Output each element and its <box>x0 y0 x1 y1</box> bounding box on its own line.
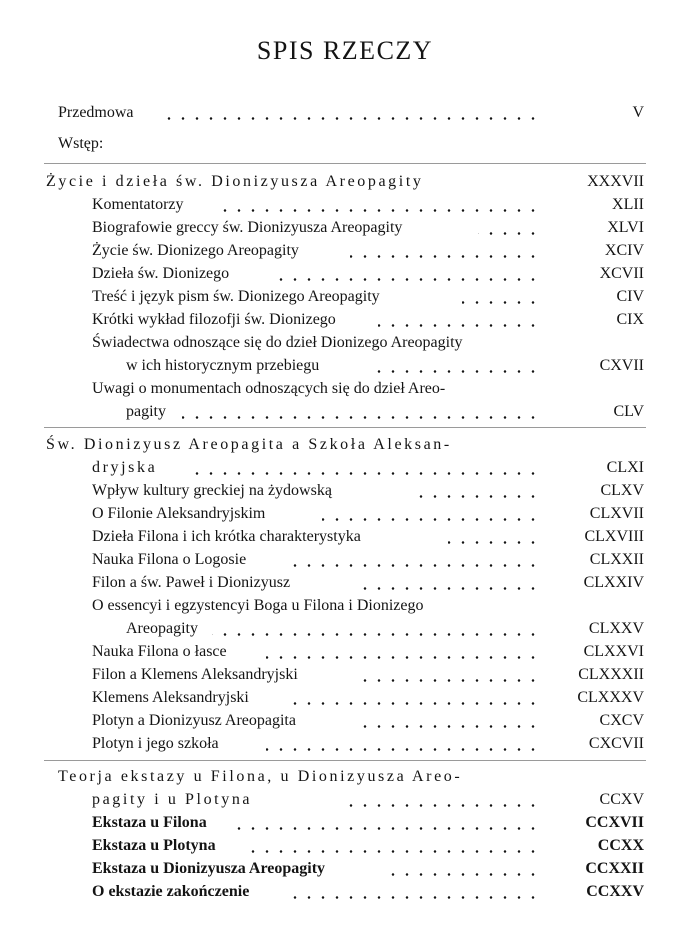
toc-entry-label: Nauka Filona o łasce <box>92 643 227 660</box>
toc-entry-page: CCXXV <box>586 883 644 900</box>
toc-entry <box>0 286 690 308</box>
section-divider <box>44 760 646 761</box>
toc-entry-label: Filon a św. Paweł i Dionizyusz <box>92 574 291 591</box>
toc-entry-label: w ich historycznym przebiegu <box>126 357 320 374</box>
toc-entry-page: CLXXVI <box>583 643 644 660</box>
toc-entry <box>0 309 690 331</box>
toc-entry-label: Filon a Klemens Aleksandryjski <box>92 666 298 683</box>
toc-entry-page: CLXXV <box>588 620 644 637</box>
toc-entry-label: Życie św. Dionizego Areopagity <box>92 242 299 259</box>
toc-entry-page: XLVI <box>607 219 644 236</box>
dot-leader <box>292 702 540 705</box>
toc-entry-page: XXXVII <box>587 173 644 190</box>
toc-entry-continuation <box>0 618 690 640</box>
toc-chapter-3 <box>0 766 690 788</box>
dot-leader <box>360 587 540 590</box>
toc-entry-page: XCVII <box>599 265 644 282</box>
dot-leader <box>362 679 540 682</box>
dot-leader <box>386 873 540 876</box>
toc-entry <box>0 240 690 262</box>
toc-entry-label: O ekstazie zakończenie <box>92 883 250 900</box>
toc-entry <box>0 263 690 285</box>
toc-entry-label: Klemens Aleksandryjski <box>92 689 249 706</box>
toc-entry-label: Św. Dionizyusz Areopagita a Szkoła Aleksan- <box>46 436 452 453</box>
toc-entry-page: CLV <box>613 403 644 420</box>
toc-entry-label: Areopagity <box>126 620 198 637</box>
toc-entry-label: dryjska <box>92 459 158 476</box>
toc-entry <box>0 710 690 732</box>
dot-leader <box>266 748 540 751</box>
toc-entry-label: Komentatorzy <box>92 196 184 213</box>
toc-entry-page: CXCV <box>599 712 644 729</box>
toc-entry-label: Przedmowa <box>58 104 134 121</box>
toc-entry-label: Ekstaza u Plotyna <box>92 837 216 854</box>
toc-entry-continuation <box>0 401 690 423</box>
dot-leader <box>272 278 540 281</box>
toc-entry-page: CLXV <box>600 482 644 499</box>
dot-leader <box>236 827 540 830</box>
dot-leader <box>478 232 540 235</box>
toc-entry <box>0 526 690 548</box>
dot-leader <box>344 804 540 807</box>
toc-entry-line <box>0 332 690 354</box>
toc-entry <box>0 835 690 857</box>
toc-entry-label: Teorja ekstazy u Filona, u Dionizyusza Areo- <box>58 768 463 785</box>
toc-entry-page: XCIV <box>604 242 644 259</box>
toc-entry-przedmowa <box>0 102 690 124</box>
dot-leader <box>350 255 540 258</box>
dot-leader <box>416 495 540 498</box>
toc-entry-page: CIX <box>616 311 644 328</box>
toc-entry-continuation <box>0 355 690 377</box>
toc-entry-label: Uwagi o monumentach odnoszących się do dzieł Areo- <box>92 380 446 397</box>
toc-entry-label: Wstęp: <box>58 135 104 152</box>
toc-entry-page: CLXI <box>606 459 644 476</box>
toc-entry-page: CLXXII <box>589 551 644 568</box>
toc-entry <box>0 194 690 216</box>
toc-entry <box>0 549 690 571</box>
toc-entry-label: O Filonie Aleksandryjskim <box>92 505 266 522</box>
toc-entry <box>0 687 690 709</box>
toc-entry-page: CXVII <box>599 357 644 374</box>
toc-chapter-2 <box>0 434 690 456</box>
dot-leader <box>286 564 540 567</box>
page-title: SPIS RZECZY <box>256 36 434 65</box>
section-divider <box>44 427 646 428</box>
toc-entry <box>0 858 690 880</box>
toc-entry-line <box>0 378 690 400</box>
toc-entry-label: pagity <box>126 403 166 420</box>
toc-entry-label: Plotyn i jego szkoła <box>92 735 219 752</box>
toc-entry-label: pagity i u Plotyna <box>92 791 253 808</box>
toc-entry-label: Nauka Filona o Logosie <box>92 551 247 568</box>
toc-entry-page: CLXVII <box>589 505 644 522</box>
toc-entry-label: Treść i język pism św. Dionizego Areopagity <box>92 288 380 305</box>
toc-entry <box>0 733 690 755</box>
dot-leader <box>212 633 540 636</box>
toc-entry <box>0 664 690 686</box>
toc-entry-page: CLXVIII <box>584 528 644 545</box>
toc-entry-page: CIV <box>616 288 644 305</box>
toc-entry-page: CLXXXV <box>577 689 644 706</box>
dot-leader <box>182 416 540 419</box>
toc-entry-page: CCXVII <box>585 814 644 831</box>
dot-leader <box>360 725 540 728</box>
dot-leader <box>370 370 540 373</box>
toc-entry <box>0 812 690 834</box>
toc-entry-page: CXCVII <box>588 735 644 752</box>
dot-leader <box>322 518 540 521</box>
toc-entry-page: CCXX <box>597 837 644 854</box>
toc-entry-label: Dzieła Filona i ich krótka charakterystyka <box>92 528 361 545</box>
toc-entry-page: V <box>632 104 644 121</box>
toc-entry <box>0 881 690 903</box>
toc-entry-line <box>0 595 690 617</box>
dot-leader <box>448 541 540 544</box>
dot-leader <box>266 656 540 659</box>
toc-entry <box>0 572 690 594</box>
toc-entry-label: Ekstaza u Filona <box>92 814 207 831</box>
toc-entry-page: CCXXII <box>585 860 644 877</box>
toc-entry-label: Ekstaza u Dionizyusza Areopagity <box>92 860 326 877</box>
toc-entry-page: CLXXIV <box>583 574 644 591</box>
toc-entry <box>0 503 690 525</box>
toc-entry <box>0 217 690 239</box>
dot-leader <box>162 117 540 120</box>
toc-entry <box>0 641 690 663</box>
toc-entry-label: Krótki wykład filozofji św. Dionizego <box>92 311 336 328</box>
dot-leader <box>378 324 540 327</box>
toc-chapter-1 <box>0 171 690 193</box>
dot-leader <box>192 472 540 475</box>
toc-section-heading <box>0 133 690 155</box>
dot-leader <box>246 850 540 853</box>
toc-entry-page: XLII <box>612 196 644 213</box>
toc-entry-label: Biografowie greccy św. Dionizyusza Areopagity <box>92 219 403 236</box>
toc-entry-label: Świadectwa odnoszące się do dzieł Dionizego Areopagity <box>92 334 463 351</box>
section-divider <box>44 163 646 164</box>
toc-entry-label: Dzieła św. Dionizego <box>92 265 230 282</box>
toc-entry-label: Życie i dzieła św. Dionizyusza Areopagity <box>46 173 424 190</box>
dot-leader <box>220 209 540 212</box>
toc-entry-page: CCXV <box>599 791 644 808</box>
toc-entry <box>0 480 690 502</box>
dot-leader <box>462 301 540 304</box>
toc-entry-page: CLXXXII <box>578 666 644 683</box>
toc-entry-label: O essencyi i egzystencyi Boga u Filona i Dionizego <box>92 597 424 614</box>
toc-chapter-3-continuation <box>0 789 690 811</box>
toc-entry-label: Wpływ kultury greckiej na żydowską <box>92 482 332 499</box>
toc-entry-label: Plotyn a Dionizyusz Areopagita <box>92 712 296 729</box>
toc-chapter-2-continuation <box>0 457 690 479</box>
dot-leader <box>290 896 540 899</box>
